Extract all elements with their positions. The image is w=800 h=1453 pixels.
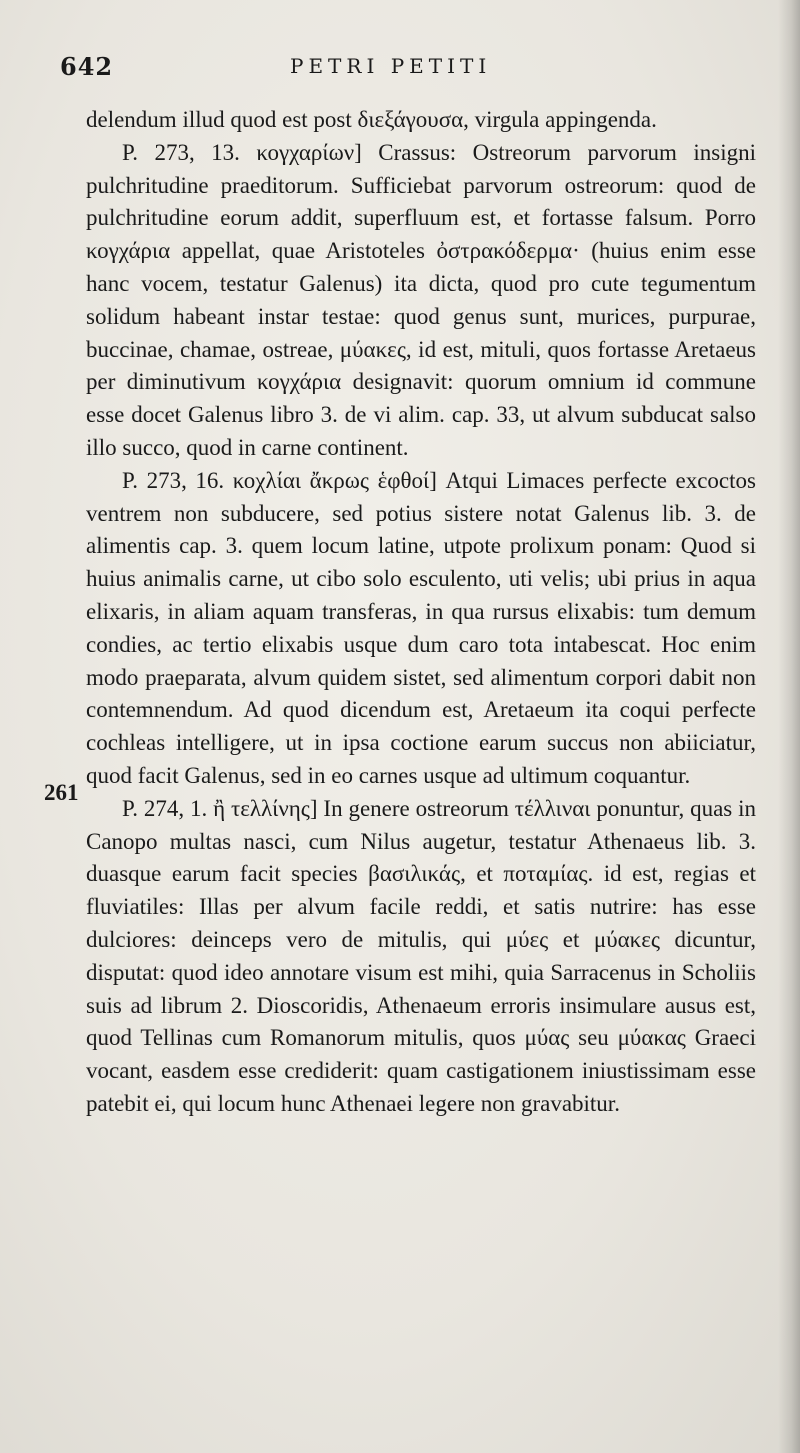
paragraph-continuation: delendum illud quod est post διεξάγουσα, virgula appingenda. <box>86 107 657 132</box>
paragraph-note-273-13: P. 273, 13. κογχαρίων] Crassus: Ostreorum parvorum insigni pulchritudine praeditorum. Sufficiebat parvorum ostreorum: quod de pulchritudine eorum addit, superfluum est, et fortasse falsum. Porro κογχάρια appellat, quae Aristoteles ὀστρακόδερμα· (huius enim esse hanc vocem, testatur Galenus) ita dicta, quod pro cute tegumentum solidum habeant instar testae: quod genus sunt, murices, purpurae, buccinae, chamae, ostreae, μύακες, id est, mituli, quos fortasse Aretaeus per diminutivum κογχάρια designavit: quorum omnium id commune esse docet Galenus libro 3. de vi alim. cap. 33, ut alvum subducat salso illo succo, quod in carne continent. <box>86 139 756 460</box>
page-number: 642 <box>60 52 114 81</box>
paragraph-note-273-16: P. 273, 16. κοχλίαι ἄκρως ἑφθοί] Atqui Limaces perfecte excoctos ventrem non subducere, sed potius sistere notat Galenus lib. 3. de alimentis cap. 3. quem locum latine, utpote prolixum ponam: Quod si huius animalis carne, ut cibo solo esculento, uti velis; ubi prius in aqua elixaris, in aliam aquam transferas, in qua rursus elixabis: tum demum condies, ac tertio elixabis usque dum caro tota intabescat. Hoc enim modo praeparata, alvum quidem sistet, sed alimentum corpori dabit non contemnendum. Ad quod dicendum est, Aretaeum ita coqui perfecte cochleas intelligere, ut in ipsa coctione earum succus non abiiciatur, quod facit Galenus, sed in eo carnes usque ad ultimum coquantur. <box>86 467 756 788</box>
page-binding-shadow <box>778 0 800 1453</box>
page-body <box>86 104 756 1121</box>
margin-page-reference: 261 <box>44 780 79 805</box>
page-header <box>60 52 760 88</box>
paragraph-note-274-1: P. 274, 1. ἢ τελλίνης] In genere ostreorum τέλλιναι ponuntur, quas in Canopo multas nasci, cum Nilus augetur, testatur Athenaeus lib. 3. duasque earum facit species βασιλικάς, et ποταμίας. id est, regias et fluviatiles: Illas per alvum facile reddi, et satis nutrire: has esse dulciores: deinceps vero de mitulis, qui μύες et μύακες dicuntur, disputat: quod ideo annotare visum est mihi, quia Sarracenus in Scholiis suis ad librum 2. Dioscoridis, Athenaeum erroris insimulare ausus est, quod Tellinas cum Romanorum mitulis, quos μύας seu μύακας Graeci vocant, easdem esse crediderit: quam castigationem iniustissimam esse patebit ei, qui locum hunc Athenaei legere non gravabitur. <box>86 795 756 1116</box>
running-head: PETRI PETITI <box>290 54 492 78</box>
